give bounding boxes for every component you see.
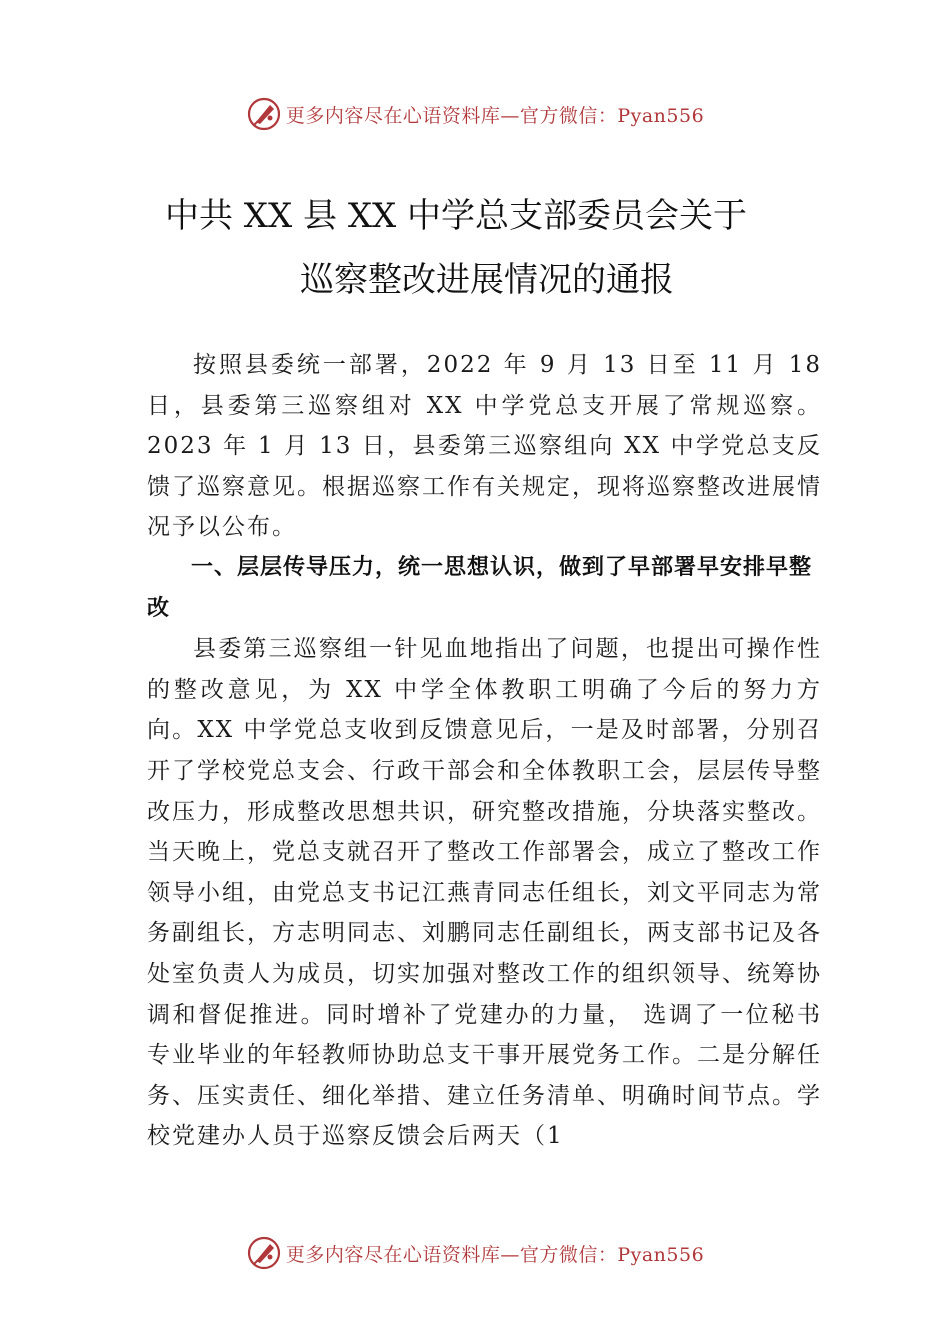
watermark-header	[0, 94, 950, 134]
watermark-text: 更多内容尽在心语资料库—官方微信：Pyan556	[285, 104, 705, 127]
intro-paragraph: 按照县委统一部署，2022 年 9 月 13 日至 11 月 18 日，县委第三巡察组对 XX 中学党总支开展了常规巡察。2023 年 1 月 13 日，县委第三巡察组向 XX 中学党总支反馈了巡察意见。根据巡察工作有关规定，现将巡察整改进展情况予以公布。	[147, 352, 822, 541]
watermark-footer	[0, 1233, 950, 1273]
document-title-line-2: 巡察整改进展情况的通报	[300, 260, 674, 300]
section-1-paragraph: 县委第三巡察组一针见血地指出了问题，也提出可操作性的整改意见，为 XX 中学全体教职工明确了今后的努力方向。XX 中学党总支收到反馈意见后，一是及时部署，分别召开了学校党总支会、行政干部会和全体教职工会，层层传导整改压力，形成整改思想共识，研究整改措施，分块落实整改。当天晚上，党总支就召开了整改工作部署会，成立了整改工作领导小组，由党总支书记江燕青同志任组长，刘文平同志为常务副组长，方志明同志、刘鹏同志任副组长，两支部书记及各处室负责人为成员，切实加强对整改工作的组织领导、统筹协调和督促推进。同时增补了党建办的力量， 选调了一位秘书专业毕业的年轻教师协助总支干事开展党务工作。二是分解任务、压实责任、细化举措、建立任务清单、明确时间节点。学校党建办人员于巡察反馈会后两天（1	[147, 636, 822, 1150]
section-1-heading: 一、层层传导压力，统一思想认识，做到了早部署早安排早整改	[147, 554, 813, 621]
document-title-line-1: 中共 XX 县 XX 中学总支部委员会关于	[165, 196, 748, 236]
pen-nib-logo-icon	[246, 96, 282, 132]
pen-nib-logo-icon	[246, 1235, 282, 1271]
document-body	[147, 345, 822, 1157]
watermark-text: 更多内容尽在心语资料库—官方微信：Pyan556	[285, 1243, 705, 1266]
